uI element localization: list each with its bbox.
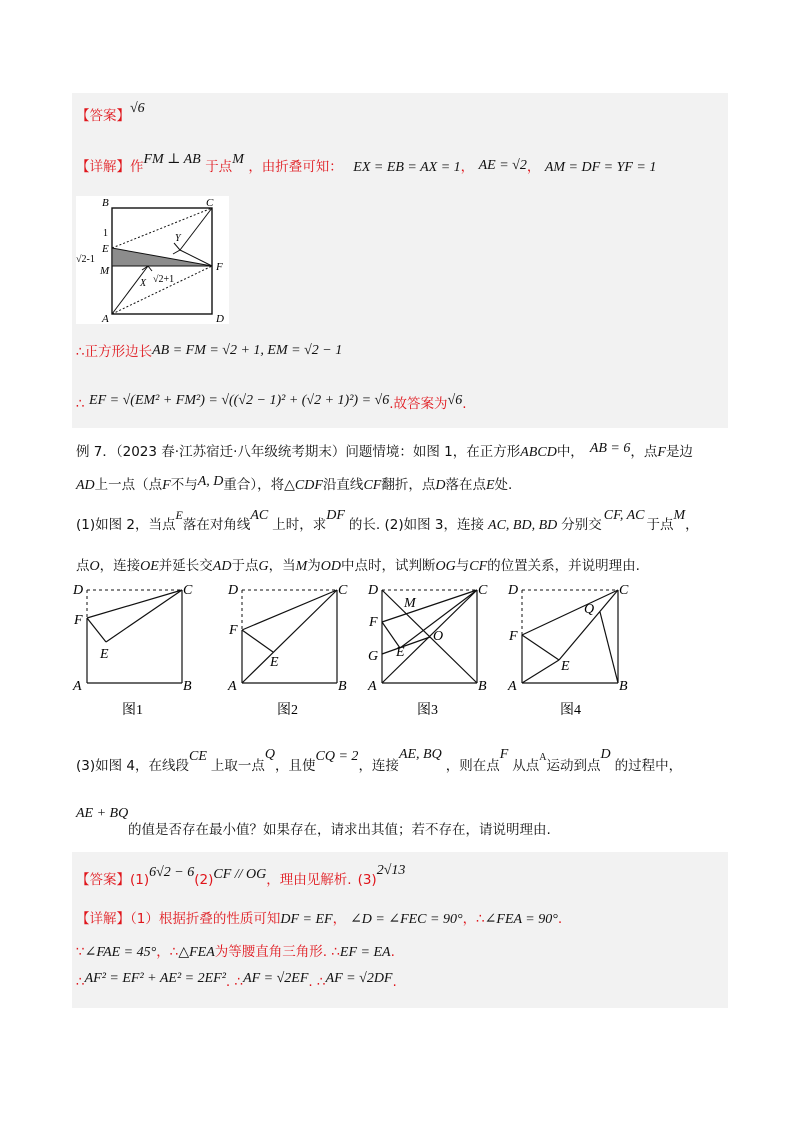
- problem-text: 点: [76, 558, 90, 574]
- math-expr: EX = EB = AX = 1: [353, 160, 461, 175]
- problem-text: 上取一点: [210, 758, 265, 774]
- problem-text: 并延长交: [158, 558, 213, 574]
- problem-text: 处.: [494, 477, 513, 493]
- fold-figure-svg: [76, 196, 229, 324]
- problem-text: ，连接: [99, 558, 141, 574]
- detail-text: （1）根据折叠的性质可知: [130, 911, 281, 927]
- math-expr: OG: [435, 559, 456, 574]
- math-expr: EF = √(EM² + FM²) = √((√2 − 1)² + (√2 + 1)²) = √6: [89, 393, 390, 408]
- fig1-caption: 图1: [122, 703, 143, 718]
- math-expr: OD: [320, 559, 341, 574]
- math-expr: CQ = 2: [315, 749, 359, 764]
- fig4-label-D: D: [508, 583, 519, 598]
- because-symbol: ∵: [76, 944, 85, 960]
- fig0-label-E: E: [102, 243, 109, 255]
- problem-line-3: [76, 508, 699, 534]
- answer-value: √6: [130, 101, 145, 116]
- math-expr: OE: [140, 559, 159, 574]
- problem-text: 中，: [556, 444, 584, 460]
- problem-text: ，连接: [358, 758, 399, 774]
- math-expr: △CDF: [284, 478, 323, 493]
- problem-text: 分别交: [561, 517, 602, 533]
- math-expr: M: [673, 508, 686, 523]
- fig4-label-E: E: [561, 659, 570, 674]
- detail-text: ，: [460, 159, 475, 175]
- fig4-label-Q: Q: [584, 602, 595, 617]
- fig1-label-C: C: [183, 583, 193, 598]
- fig2-caption: 图2: [277, 703, 298, 718]
- fig3-label-B: B: [478, 679, 487, 694]
- detail-text: ，∴: [462, 911, 485, 927]
- figure-4: [507, 583, 629, 694]
- fig0-label-B: B: [102, 197, 109, 209]
- math-expr: EF = EA: [339, 945, 391, 960]
- answer-part: (1): [130, 872, 150, 888]
- detail-tag: 【详解】: [76, 911, 130, 927]
- fig0-label-D: D: [216, 313, 224, 324]
- detail-text: .: [462, 396, 467, 412]
- problem-text: 从点: [512, 758, 540, 774]
- fig3-label-C: C: [478, 583, 488, 598]
- problem-text: 为: [307, 558, 321, 574]
- math-expr: DF: [326, 508, 345, 523]
- fig0-label-one: 1: [103, 228, 108, 239]
- fig4-caption: 图4: [560, 703, 581, 718]
- problem-text: ，点: [630, 444, 658, 460]
- problem-text: 翻折，点: [381, 477, 436, 493]
- math-expr: F: [499, 747, 509, 762]
- math-expr: √6: [447, 393, 463, 408]
- math-expr: CE: [189, 749, 207, 764]
- problem-text: 中点时，试判断: [341, 558, 436, 574]
- fig2-label-F: F: [229, 623, 238, 638]
- math-expr: D: [435, 478, 446, 493]
- fig3-label-G: G: [368, 649, 379, 664]
- part3-line-2: [76, 805, 128, 822]
- fig0-label-M: M: [100, 265, 110, 277]
- answer-line-1: [76, 101, 145, 125]
- fig3-label-D: D: [368, 583, 379, 598]
- fig2-label-B: B: [338, 679, 347, 694]
- math-expr: AM = DF = YF = 1: [544, 160, 657, 175]
- math-expr: AE, BQ: [398, 747, 442, 762]
- math-expr: AB = 6: [589, 441, 631, 456]
- math-expr: ∠FAE = 45°: [84, 945, 157, 960]
- detail-text: .: [392, 974, 397, 990]
- fig1-label-D: D: [73, 583, 84, 598]
- math-expr: Q: [264, 747, 276, 762]
- problem-line-2: [76, 473, 512, 494]
- figure-2: [227, 583, 348, 694]
- math-expr: F: [657, 445, 666, 460]
- math-expr: O: [89, 559, 100, 574]
- detail-text: .: [557, 911, 563, 927]
- math-expr: AD: [212, 559, 232, 574]
- detail-text: ，: [526, 159, 541, 175]
- math-expr: CF, AC: [603, 508, 645, 523]
- problem-text: 的位置关系，并说明理由.: [487, 558, 640, 574]
- figure-3: [367, 583, 488, 694]
- fig2-label-C: C: [338, 583, 348, 598]
- fig2-label-D: D: [228, 583, 239, 598]
- problem-text: 重合），将: [223, 477, 285, 493]
- detail-line-2: [76, 340, 342, 361]
- fig0-label-C: C: [206, 197, 214, 209]
- math-expr: E: [485, 478, 495, 493]
- math-expr: G: [258, 559, 269, 574]
- fig4-label-A: A: [508, 679, 517, 694]
- fig0-label-sqrt21: √2-1: [76, 254, 95, 265]
- problem-text: 上时，求: [272, 517, 327, 533]
- math-expr: AE = √2: [478, 158, 527, 173]
- problem-text: 于点: [231, 558, 259, 574]
- math-expr: AF = √2DF: [325, 971, 393, 986]
- math-expr: M: [232, 152, 244, 167]
- fig3-label-M: M: [404, 596, 416, 611]
- fig0-label-xexpr: √2+1: [153, 274, 175, 285]
- figure-row: [70, 580, 650, 720]
- problem-text: (3)如图 4，在线段: [76, 758, 190, 774]
- figure-1: [72, 583, 193, 694]
- detail-line-1: [76, 152, 657, 176]
- math-expr: CF: [363, 478, 382, 493]
- detail2-line-3: [76, 971, 397, 991]
- math-expr: DF = EF: [280, 912, 333, 927]
- fig0-label-F: F: [216, 261, 223, 273]
- math-expr: A, D: [197, 474, 224, 489]
- detail-line-3: [76, 392, 467, 413]
- therefore-symbol: ∴: [76, 974, 85, 990]
- fig0-label-X: X: [140, 278, 147, 289]
- fig1-label-E: E: [100, 647, 109, 662]
- part3-line-3: [128, 818, 551, 838]
- math-expr: AD: [76, 478, 95, 493]
- figure-row-svg: [70, 580, 650, 720]
- problem-text: 例 7．（2023 春·江苏宿迁·八年级统考期末）问题情境：如图 1，在正方形: [76, 444, 521, 460]
- math-expr: AC, BD, BD: [488, 518, 558, 533]
- answer-part: (3): [357, 872, 377, 888]
- fold-figure: [76, 196, 229, 324]
- fig2-label-E: E: [270, 655, 279, 670]
- detail-text: . ∴: [308, 974, 326, 990]
- math-expr: AF = √2EF: [243, 971, 309, 986]
- math-expr: CF // OG: [213, 867, 267, 882]
- detail-text: 于点: [205, 159, 233, 175]
- math-expr: E: [175, 508, 183, 522]
- problem-text: ，当: [268, 558, 296, 574]
- detail2-line-1: [76, 907, 562, 928]
- problem-text: 于点: [646, 517, 674, 533]
- problem-text: 运动到点: [546, 758, 601, 774]
- problem-text: ，: [685, 517, 699, 533]
- part3-line-1: [76, 747, 683, 775]
- therefore-symbol: ∴: [76, 344, 85, 360]
- problem-text: 的值是否存在最小值？如果存在，请求出其值；若不存在，请说明理由.: [128, 822, 551, 838]
- answer-tag: 【答案】: [76, 108, 130, 124]
- fig2-label-A: A: [228, 679, 237, 694]
- fig4-label-F: F: [509, 629, 518, 644]
- detail-text: ，由折叠可知：: [248, 159, 343, 175]
- problem-line-4: [76, 554, 640, 575]
- problem-text: ，且使: [275, 758, 316, 774]
- fig3-caption: 图3: [417, 703, 438, 718]
- problem-text: 落在点: [445, 477, 486, 493]
- detail-text: .: [390, 944, 395, 960]
- answer-tag: 【答案】: [76, 872, 130, 888]
- fig4-label-B: B: [619, 679, 628, 694]
- detail-text: . ∴: [225, 974, 244, 990]
- math-expr: △FEA: [178, 945, 215, 960]
- math-expr: AB = FM = √2 + 1, EM = √2 − 1: [152, 343, 343, 358]
- answer-line-2: [76, 863, 406, 889]
- math-expr: FM ⊥ AB: [143, 152, 201, 167]
- problem-text: 上一点（点: [94, 477, 163, 493]
- math-expr: M: [295, 559, 308, 574]
- answer-part: ，理由见解析.: [266, 872, 352, 888]
- fig4-label-C: C: [619, 583, 629, 598]
- math-expr: AE + BQ: [76, 806, 129, 821]
- detail-text: 作: [130, 159, 144, 175]
- detail-text: 正方形边长: [84, 344, 153, 360]
- therefore-symbol: ∴: [76, 396, 85, 412]
- fig3-label-O: O: [433, 629, 444, 644]
- detail-text: 为等腰直角三角形. ∴: [214, 944, 340, 960]
- problem-text: 落在对角线: [182, 517, 251, 533]
- problem-text: (1)如图 2，当点: [76, 517, 176, 533]
- fig1-label-F: F: [74, 613, 83, 628]
- answer-part: (2): [194, 872, 214, 888]
- fig1-label-B: B: [183, 679, 192, 694]
- problem-text: 沿直线: [322, 477, 364, 493]
- math-expr: 2√13: [376, 863, 406, 878]
- detail-text: ，∴: [156, 944, 179, 960]
- detail2-line-2: [76, 940, 395, 961]
- problem-text: 的长. (2)如图 3，连接: [348, 517, 485, 533]
- math-expr: ∠D = ∠FEC = 90°: [350, 912, 463, 927]
- math-expr: AC: [250, 508, 269, 523]
- fig3-label-E: E: [396, 645, 405, 660]
- math-expr: A: [539, 752, 547, 763]
- math-expr: AF² = EF² + AE² = 2EF²: [84, 971, 226, 986]
- fig0-label-Y: Y: [175, 233, 181, 244]
- math-expr: F: [162, 478, 171, 493]
- fig3-label-F: F: [369, 615, 378, 630]
- fig0-label-A: A: [102, 313, 109, 324]
- problem-text: 是边: [665, 444, 693, 460]
- problem-line-1: [76, 440, 693, 461]
- fig1-label-A: A: [73, 679, 82, 694]
- problem-text: 与: [455, 558, 470, 574]
- detail-text: .故答案为: [389, 396, 448, 412]
- math-expr: CF: [469, 559, 488, 574]
- math-expr: ∠FEA = 90°: [484, 912, 558, 927]
- fig3-label-A: A: [368, 679, 377, 694]
- problem-text: 的过程中，: [614, 758, 683, 774]
- problem-text: 不与: [170, 477, 198, 493]
- problem-text: ，则在点: [445, 758, 500, 774]
- math-expr: D: [600, 747, 611, 762]
- detail-text: ，: [332, 911, 347, 927]
- detail-tag: 【详解】: [76, 159, 130, 175]
- math-expr: 6√2 − 6: [149, 865, 195, 880]
- math-expr: ABCD: [520, 445, 557, 460]
